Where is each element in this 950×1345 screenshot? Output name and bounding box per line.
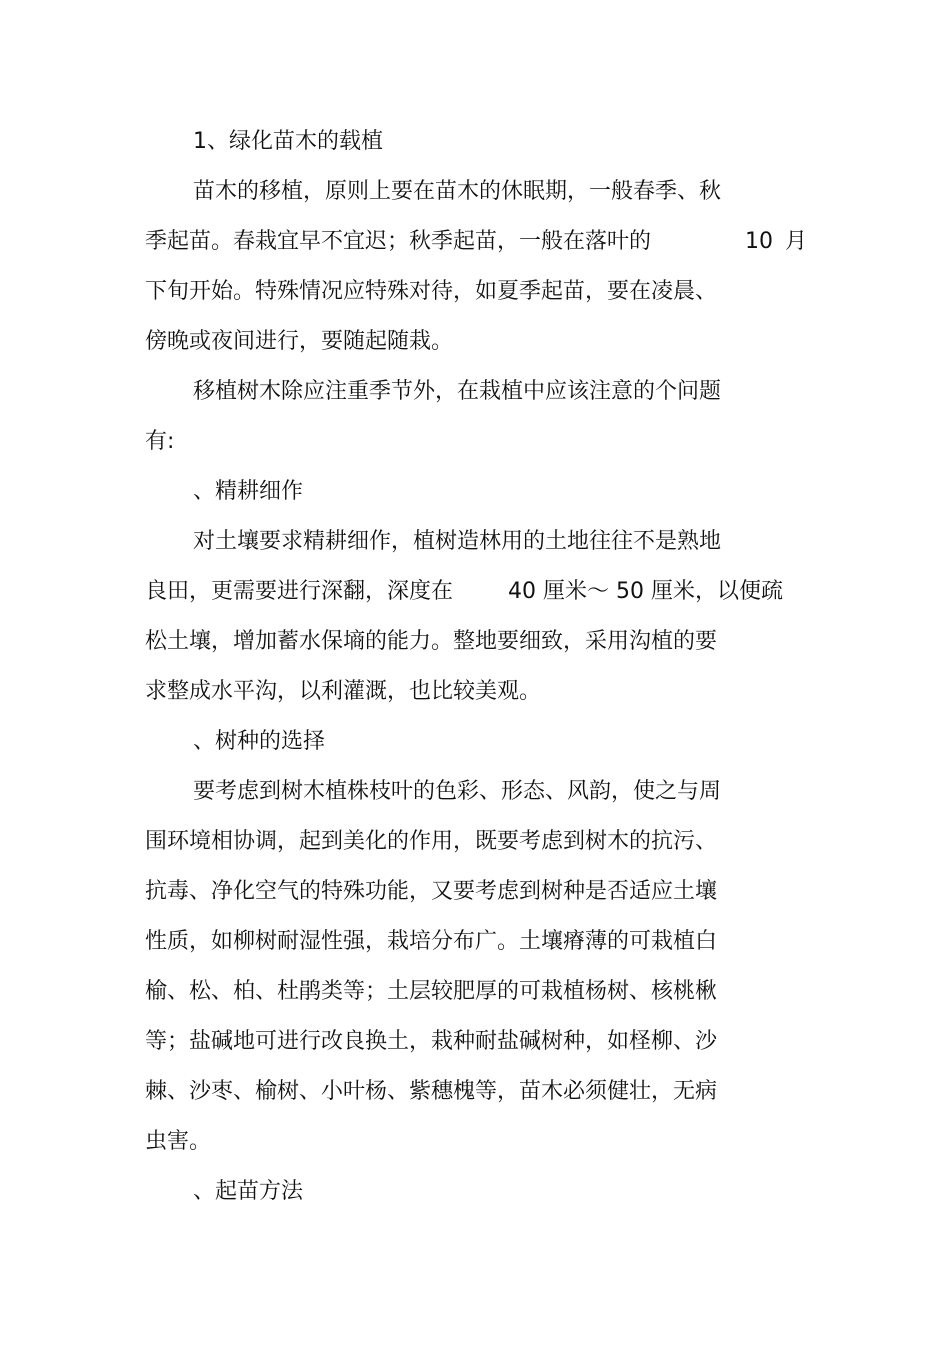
section-heading: 、起苗方法: [193, 1179, 304, 1204]
paragraph-line: 傍晚或夜间进行，要随起随栽。: [145, 329, 454, 354]
paragraph-line: 榆、松、柏、杜鹃类等；土层较肥厚的可栽植杨树、核桃楸: [145, 979, 718, 1004]
paragraph-line: 有:: [145, 429, 175, 454]
paragraph-line: 移植树木除应注重季节外，在栽植中应该注意的个问题: [193, 379, 722, 404]
paragraph-line-fragment: 40 厘米～ 50 厘米，以便疏: [508, 579, 783, 604]
paragraph-line: 松土壤，增加蓄水保墒的能力。整地要细致，采用沟植的要: [145, 629, 718, 654]
section-heading: 1、绿化苗木的载植: [193, 129, 383, 154]
paragraph-line: 虫害。: [145, 1129, 212, 1154]
paragraph-line: 性质，如柳树耐湿性强，栽培分布广。土壤瘠薄的可栽植白: [145, 929, 718, 954]
paragraph-line: 围环境相协调，起到美化的作用，既要考虑到树木的抗污、: [145, 829, 718, 854]
section-heading: 、树种的选择: [193, 729, 326, 754]
section-heading: 、精耕细作: [193, 479, 304, 504]
paragraph-text-fragment: 月: [785, 229, 808, 254]
paragraph-line: 求整成水平沟，以利灌溉，也比较美观。: [145, 679, 542, 704]
paragraph-line: 良田，更需要进行深翻，深度在: [145, 579, 454, 604]
paragraph-line: 季起苗。春栽宜早不宜迟；秋季起苗，一般在落叶的: [145, 229, 652, 254]
paragraph-line: 要考虑到树木植株枝叶的色彩、形态、风韵，使之与周: [193, 779, 722, 804]
paragraph-line: 下旬开始。特殊情况应特殊对待，如夏季起苗，要在凌晨、: [145, 279, 718, 304]
paragraph-line: 棘、沙枣、榆树、小叶杨、紫穗槐等，苗木必须健壮，无病: [145, 1079, 718, 1104]
paragraph-number: 10: [745, 229, 773, 254]
paragraph-line: 等；盐碱地可进行改良换土，栽种耐盐碱树种，如柽柳、沙: [145, 1029, 718, 1054]
paragraph-line: 苗木的移植，原则上要在苗木的休眠期，一般春季、秋: [193, 179, 722, 204]
paragraph-line: 抗毒、净化空气的特殊功能，又要考虑到树种是否适应土壤: [145, 879, 718, 904]
paragraph-line: 对土壤要求精耕细作，植树造林用的土地往往不是熟地: [193, 529, 722, 554]
